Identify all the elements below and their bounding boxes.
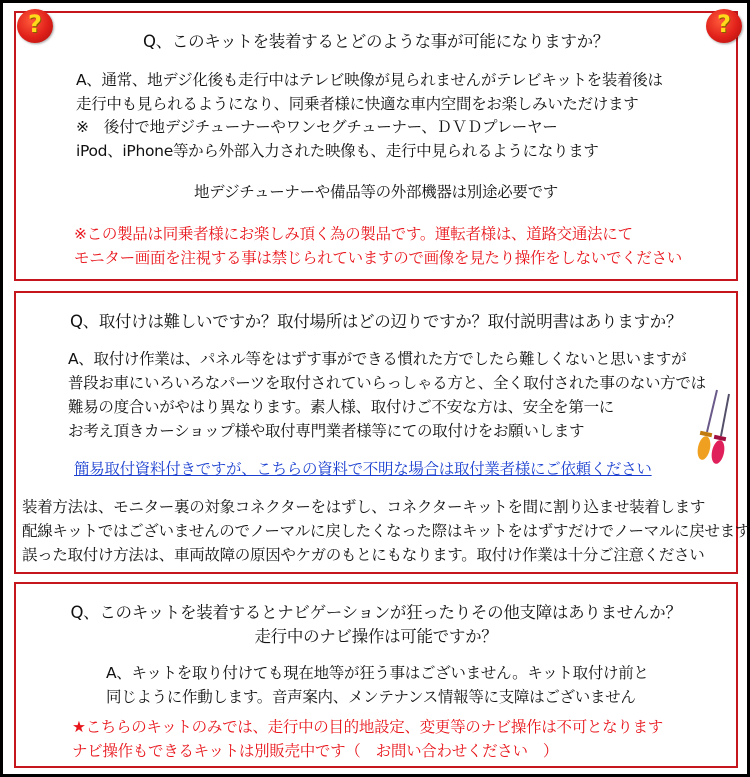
question-mark-icon: ? [706, 9, 742, 43]
detail-line: 配線キットではございませんのでノーマルに戻したくなった際はキットをはずすだけでノーマルに戻せます [22, 522, 750, 540]
question-text: Q、このキットを装着するとナビゲーションが狂ったりその他支障はありませんか？ [70, 603, 682, 622]
answer-line: 走行中も見られるようになり、同乗者様に快適な車内空間をお楽しみいただけます [76, 95, 639, 113]
detail-line: 誤った取付け方法は、車両故障の原因やケガのもとにもなります。取付け作業は十分ご注意ください [22, 546, 705, 564]
screwdriver-icon [693, 388, 733, 468]
question-text: 走行中のナビ操作は可能ですか？ [254, 627, 498, 646]
answer-line: 普段お車にいろいろなパーツを取付されていらっしゃる方と、全く取付された事のない方では [68, 374, 706, 392]
question-text: Q、このキットを装着するとどのような事が可能になりますか？ [143, 32, 609, 51]
warning-line: ※この製品は同乗者様にお楽しみ頂く為の製品です。運転者様は、道路交通法にて [74, 225, 633, 243]
detail-line: 装着方法は、モニター裏の対象コネクターをはずし、コネクターキットを間に割り込ませ装着します [22, 498, 706, 516]
answer-line: A、通常、地デジ化後も走行中はテレビ映像が見られませんがテレビキットを装着後は [76, 71, 663, 89]
answer-line: お考え頂きカーショップ様や取付専門業者様等にての取付けをお願いします [68, 422, 585, 440]
installation-guide-link[interactable]: 簡易取付資料付きですが、こちらの資料で不明な場合は取付業者様にご依頼ください [74, 460, 652, 478]
faq-item-navigation [14, 582, 738, 768]
faq-item-installation [14, 291, 750, 574]
answer-line: 難易の度合いがやはり異なります。素人様、取付けご不安な方は、安全を第一に [68, 398, 614, 416]
faq-page [3, 3, 750, 774]
question-mark-icon: ? [17, 9, 53, 43]
question-text: Q、取付けは難しいですか？取付場所はどの辺りですか？取付説明書はありますか？ [69, 312, 683, 331]
faq-item-features [14, 11, 738, 281]
answer-line: A、キットを取り付けても現在地等が狂う事はございません。キット取付け前と [106, 664, 649, 682]
warning-line: ★こちらのキットのみでは、走行中の目的地設定、変更等のナビ操作は不可となります [72, 718, 663, 736]
warning-line: ナビ操作もできるキットは別販売中です（ お問い合わせください ） [72, 742, 559, 760]
warning-line: モニター画面を注視する事は禁じられていますので画像を見たり操作をしないでください [74, 249, 683, 267]
answer-line: ※ 後付で地デジチューナーやワンセグチューナー、ＤＶＤプレーヤー [76, 118, 558, 136]
answer-line: iPod、iPhone等から外部入力された映像も、走行中見られるようになります [76, 142, 599, 160]
answer-line: A、取付け作業は、パネル等をはずす事ができる慣れた方でしたら難しくないと思いますが [68, 350, 687, 368]
note-text: 地デジチューナーや備品等の外部機器は別途必要です [193, 183, 559, 201]
answer-line: 同じように作動します。音声案内、メンテナンス情報等に支障はございません [106, 688, 636, 706]
